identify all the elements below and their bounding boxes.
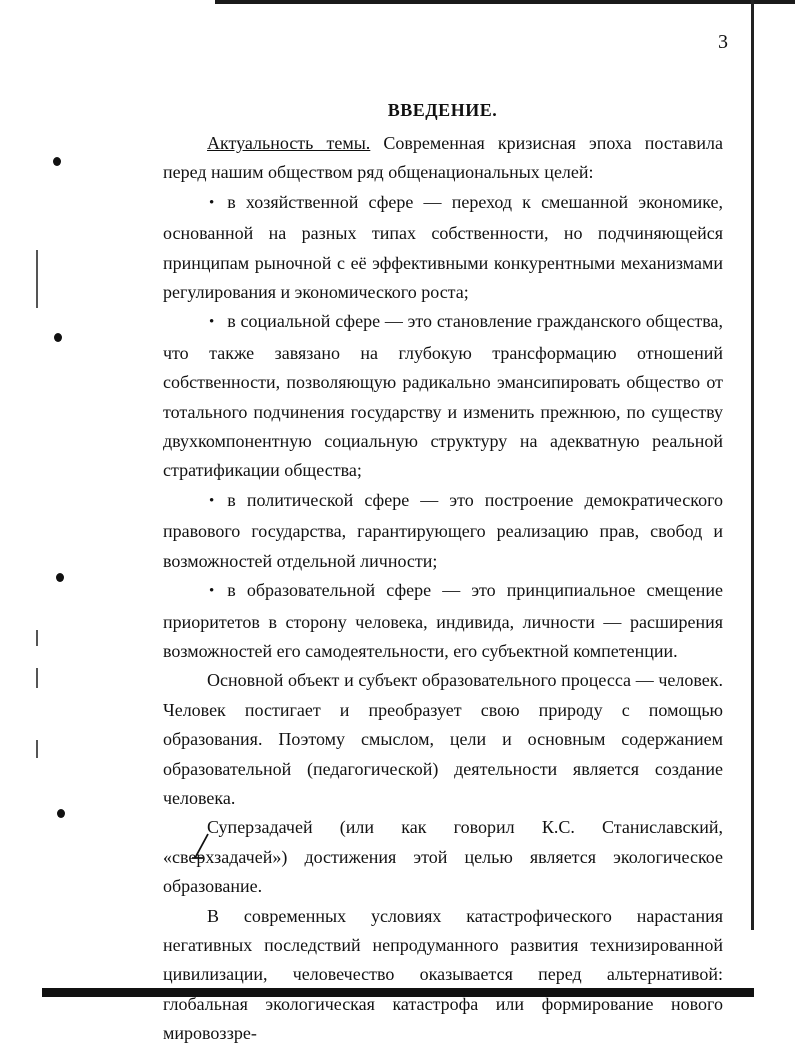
scan-margin-line [36,740,38,758]
bullet-item-economy [163,188,723,308]
paragraph-modern-conditions: В современных условиях катастрофического нарастания негативных последствий непродуманного развития технизированной цивилизации, человечество оказывается перед альтернативой: глобальная экологическая катастрофа или формирование нового мировоззре- [163,905,723,1044]
binder-hole [54,333,62,342]
paragraph-superobjective: Суперзадачей (или как говорил К.С. Станиславский, «сверхзадачей») достижения этой целью является экологическое образование. [163,817,723,897]
bullet-icon: • [209,194,215,211]
scan-margin-line [36,630,38,646]
bullet-icon: • [209,314,215,331]
scan-margin-line [36,250,38,308]
scan-margin-line [36,668,38,688]
page-number: 3 [718,31,728,53]
document-body [163,129,723,1049]
topic-relevance-label: Актуальность темы. [207,133,371,153]
bullet-icon: • [209,583,215,600]
bullet-item-social [163,307,723,485]
bullet-item-politics [163,486,723,576]
bullet-text: в хозяйственной сфере — переход к смешанной экономике, основанной на разных типах собственности, но подчиняющейся принципам рыночной с её эффективными конкурентными механизмами регулирования и экономического роста; [163,191,723,303]
bullet-text: в социальной сфере — это становление гражданского общества, что также завязано на глубокую трансформацию отношений собственности, позволяющую радикально эмансипировать общество от тотального подчинения государству и изменить прежнюю, по существу двухкомпонентную социальную структуру на адекватную реальной стратификации общества; [163,311,723,481]
binder-hole [57,809,65,818]
document-heading: ВВЕДЕНИЕ. [387,100,498,120]
bullet-item-education [163,576,723,666]
binder-hole [56,573,64,582]
binder-hole [53,157,61,166]
bullet-icon: • [209,492,215,509]
paragraph-topic-relevance [163,129,723,188]
scan-edge-top [215,0,795,4]
bullet-text: в политической сфере — это построение демократического правового государства, гарантирующего реализацию прав, свобод и возможностей отдельной личности; [163,489,723,571]
bullet-text: в образовательной сфере — это принципиальное смещение приоритетов в сторону человека, индивида, личности — расширения возможностей его самодеятельности, его субъектной компетенции. [163,580,723,661]
scan-edge-right [751,0,754,930]
paragraph-text: Современная кризисная эпоха поставила перед нашим обществом ряд общенациональных целей: [163,133,723,183]
paragraph-object-subject: Основной объект и субъект образовательного процесса — человек. Человек постигает и преобразует свою природу с помощью образования. Поэтому смыслом, цели и основным содержанием образовательной (педагогической) деятельности является создание человека. [163,670,723,808]
